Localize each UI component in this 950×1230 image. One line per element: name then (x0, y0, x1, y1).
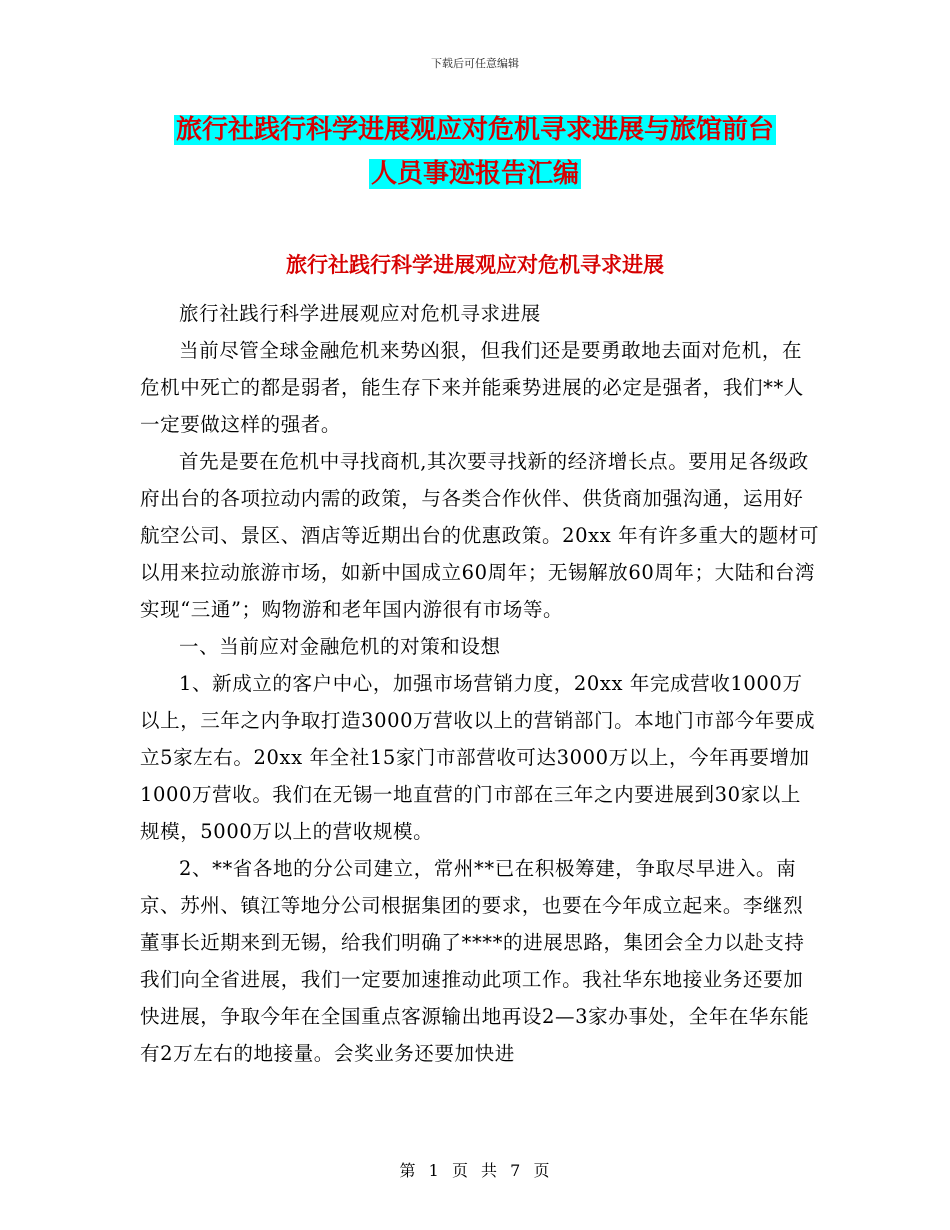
total-page-number: 7 (510, 1161, 522, 1180)
document-title-line-2 (0, 157, 950, 191)
footer-page-word: 页 (451, 1161, 469, 1180)
footer-suffix: 页 (533, 1161, 551, 1180)
paragraph: 2、**省各地的分公司建立，常州**已在积极筹建，争取尽早进入。南京、苏州、镇江等地分公司根据集团的要求，也要在今年成立起来。李继烈董事长近期来到无锡，给我们明确了****的进展思路，集团会全力以赴支持我们向全省进展，我们一定要加速推动此项工作。我社华东地接业务还要加快进展，争取今年在全国重点客源输出地再设2—3家办事处，全年在华东能有2万左右的地接量。会奖业务还要加快进 (140, 857, 810, 1065)
document-title-text-1: 旅行社践行科学进展观应对危机寻求进展与旅馆前台 (175, 115, 774, 145)
footer-total-word: 共 (481, 1161, 499, 1180)
paragraph: 一、当前应对金融危机的对策和设想 (179, 635, 501, 658)
paragraph: 旅行社践行科学进展观应对危机寻求进展 (179, 302, 541, 325)
page-footer (0, 1158, 950, 1181)
current-page-number: 1 (428, 1161, 440, 1180)
section-title: 旅行社践行科学进展观应对危机寻求进展 (286, 253, 664, 277)
header-note: 下载后可任意编辑 (431, 57, 519, 70)
body-text (140, 295, 820, 1072)
document-title-text-2: 人员事迹报告汇编 (370, 159, 579, 189)
document-title-line-1 (0, 113, 950, 147)
paragraph: 当前尽管全球金融危机来势凶狠，但我们还是要勇敢地去面对危机，在危机中死亡的都是弱者，能生存下来并能乘势进展的必定是强者，我们**人一定要做这样的强者。 (140, 339, 804, 436)
paragraph: 首先是要在危机中寻找商机,其次要寻找新的经济增长点。要用足各级政府出台的各项拉动内需的政策，与各类合作伙伴、供货商加强沟通，运用好航空公司、景区、酒店等近期出台的优惠政策。20xx 年有许多重大的题材可以用来拉动旅游市场，如新中国成立60周年；无锡解放60周年；大陆和台湾实现“三通”；购物游和老年国内游很有市场等。 (140, 450, 820, 621)
footer-prefix: 第 (399, 1161, 417, 1180)
paragraph: 1、新成立的客户中心，加强市场营销力度，20xx 年完成营收1000万以上，三年之内争取打造3000万营收以上的营销部门。本地门市部今年要成立5家左右。20xx 年全社15家门市部营收可达3000万以上，今年再要增加1000万营收。我们在无锡一地直营的门市部在三年之内要进展到30家以上规模，5000万以上的营收规模。 (140, 672, 816, 843)
